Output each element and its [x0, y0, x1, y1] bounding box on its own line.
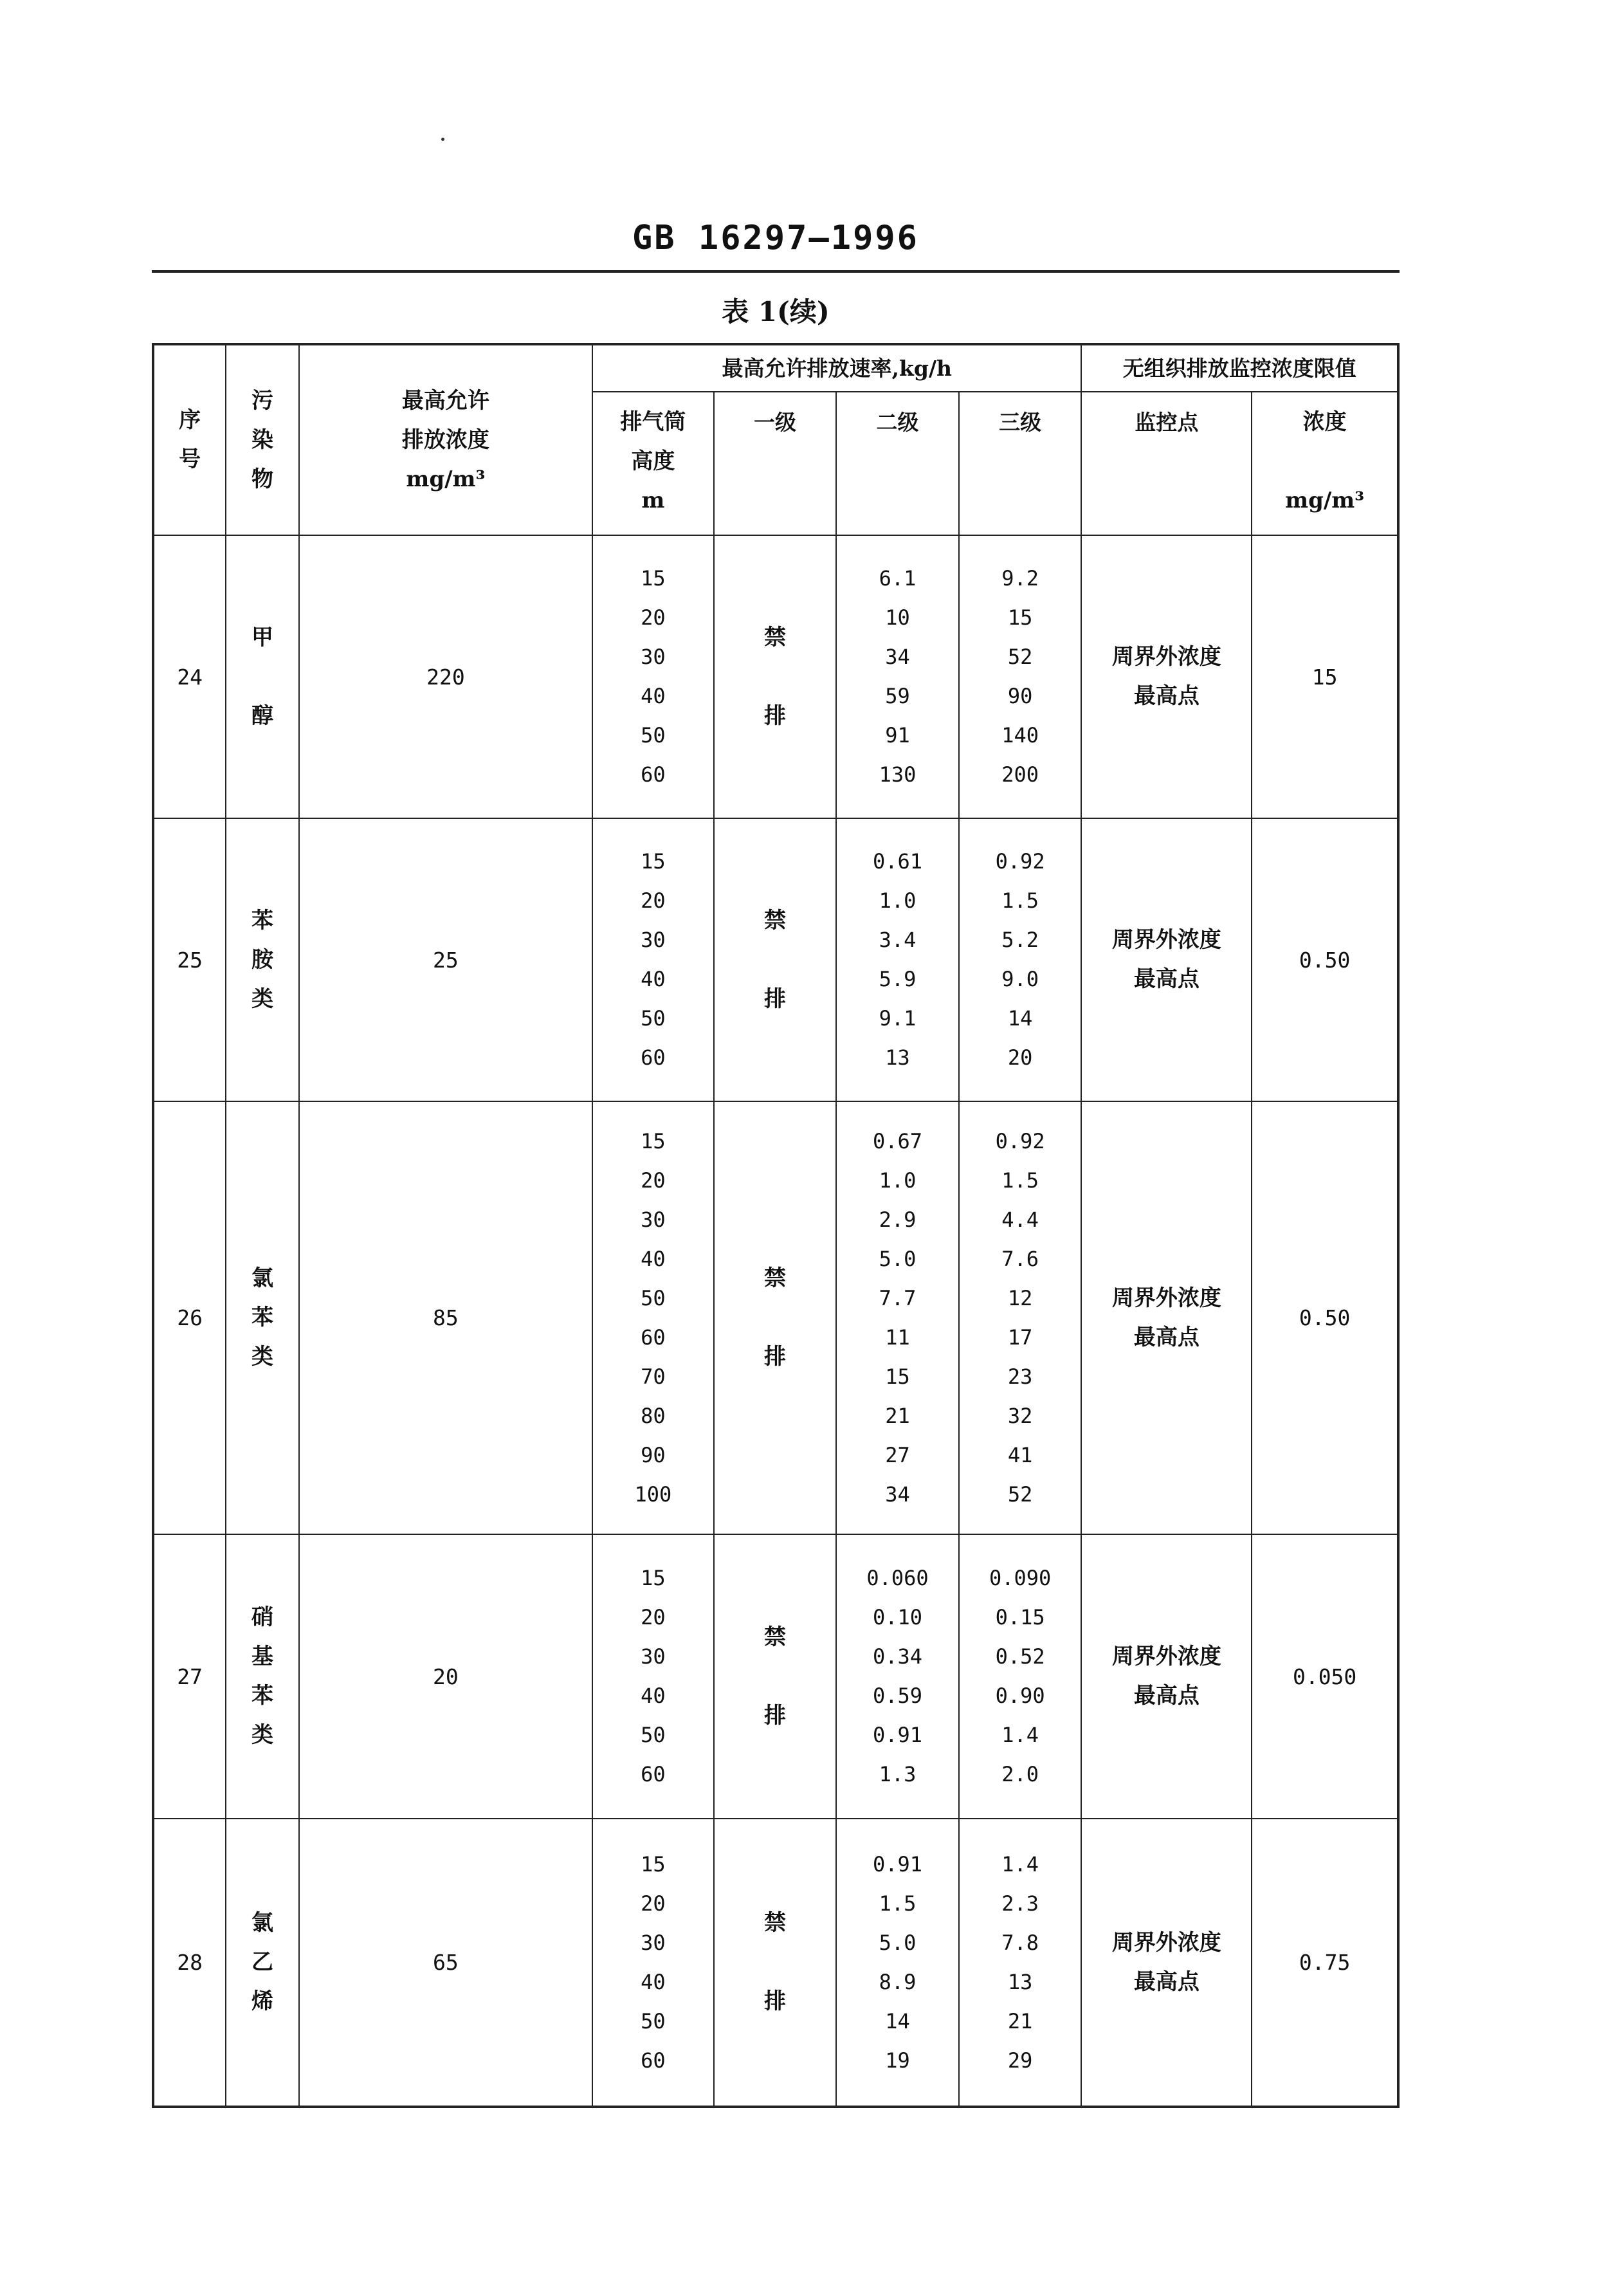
table-row	[153, 818, 1398, 1101]
stack-heights: 15 20 30 40 50 60	[592, 1534, 714, 1819]
row-number: 25	[153, 818, 226, 1101]
grade1-prohibited: 禁 排	[714, 1534, 837, 1819]
table-row	[153, 1819, 1398, 2107]
concentration-value: 0.75	[1252, 1819, 1398, 2107]
stack-heights: 15 20 30 40 50 60	[592, 1819, 714, 2107]
stack-heights: 15 20 30 40 50 60 70 80 90 100	[592, 1101, 714, 1534]
grade3-values: 9.2 15 52 90 140 200	[959, 535, 1082, 818]
emission-limits-table	[152, 343, 1400, 2108]
row-number: 27	[153, 1534, 226, 1819]
concentration-value: 0.50	[1252, 818, 1398, 1101]
grade1-prohibited: 禁 排	[714, 818, 837, 1101]
grade1-prohibited: 禁 排	[714, 1819, 837, 2107]
grade2-values: 6.1 10 34 59 91 130	[836, 535, 959, 818]
header-max-concentration: 最高允许 排放浓度 mg/m³	[299, 344, 592, 535]
monitor-point: 周界外浓度 最高点	[1081, 1534, 1252, 1819]
grade2-values: 0.67 1.0 2.9 5.0 7.7 11 15 21 27 34	[836, 1101, 959, 1534]
header-seq: 序 号	[153, 344, 226, 535]
pollutant-name: 甲 醇	[226, 535, 298, 818]
concentration-value: 0.050	[1252, 1534, 1398, 1819]
pollutant-name: 苯 胺 类	[226, 818, 298, 1101]
header-grade2: 二级	[836, 392, 959, 535]
max-concentration-value: 65	[299, 1819, 592, 2107]
header-pollutant: 污 染 物	[226, 344, 298, 535]
stack-heights: 15 20 30 40 50 60	[592, 818, 714, 1101]
header-grade3: 三级	[959, 392, 1082, 535]
header-monitor-point: 监控点	[1081, 392, 1252, 535]
stack-heights: 15 20 30 40 50 60	[592, 535, 714, 818]
pollutant-name: 硝 基 苯 类	[226, 1534, 298, 1819]
document-header	[152, 212, 1400, 273]
table-row	[153, 1101, 1398, 1534]
max-concentration-value: 20	[299, 1534, 592, 1819]
max-concentration-value: 220	[299, 535, 592, 818]
grade1-prohibited: 禁 排	[714, 535, 837, 818]
row-number: 28	[153, 1819, 226, 2107]
grade3-values: 0.92 1.5 4.4 7.6 12 17 23 32 41 52	[959, 1101, 1082, 1534]
monitor-point: 周界外浓度 最高点	[1081, 1101, 1252, 1534]
grade3-values: 1.4 2.3 7.8 13 21 29	[959, 1819, 1082, 2107]
grade2-values: 0.61 1.0 3.4 5.9 9.1 13	[836, 818, 959, 1101]
table-row	[153, 535, 1398, 818]
monitor-point: 周界外浓度 最高点	[1081, 535, 1252, 818]
table-title: 表 1(续)	[722, 296, 830, 327]
max-concentration-value: 85	[299, 1101, 592, 1534]
pollutant-name: 氯 苯 类	[226, 1101, 298, 1534]
concentration-value: 0.50	[1252, 1101, 1398, 1534]
header-fugitive-group: 无组织排放监控浓度限值	[1081, 344, 1398, 392]
grade2-values: 0.91 1.5 5.0 8.9 14 19	[836, 1819, 959, 2107]
grade1-prohibited: 禁 排	[714, 1101, 837, 1534]
pollutant-name: 氯 乙 烯	[226, 1819, 298, 2107]
standard-number: GB 16297—1996	[632, 219, 919, 257]
grade2-values: 0.060 0.10 0.34 0.59 0.91 1.3	[836, 1534, 959, 1819]
grade3-values: 0.090 0.15 0.52 0.90 1.4 2.0	[959, 1534, 1082, 1819]
concentration-value: 15	[1252, 535, 1398, 818]
speck-mark	[441, 138, 444, 141]
table-row	[153, 1534, 1398, 1819]
max-concentration-value: 25	[299, 818, 592, 1101]
header-rate-group: 最高允许排放速率,kg/h	[592, 344, 1081, 392]
header-concentration: 浓度 mg/m³	[1252, 392, 1398, 535]
monitor-point: 周界外浓度 最高点	[1081, 818, 1252, 1101]
row-number: 24	[153, 535, 226, 818]
monitor-point: 周界外浓度 最高点	[1081, 1819, 1252, 2107]
header-grade1: 一级	[714, 392, 837, 535]
header-stack-height: 排气筒 高度 m	[592, 392, 714, 535]
grade3-values: 0.92 1.5 5.2 9.0 14 20	[959, 818, 1082, 1101]
row-number: 26	[153, 1101, 226, 1534]
